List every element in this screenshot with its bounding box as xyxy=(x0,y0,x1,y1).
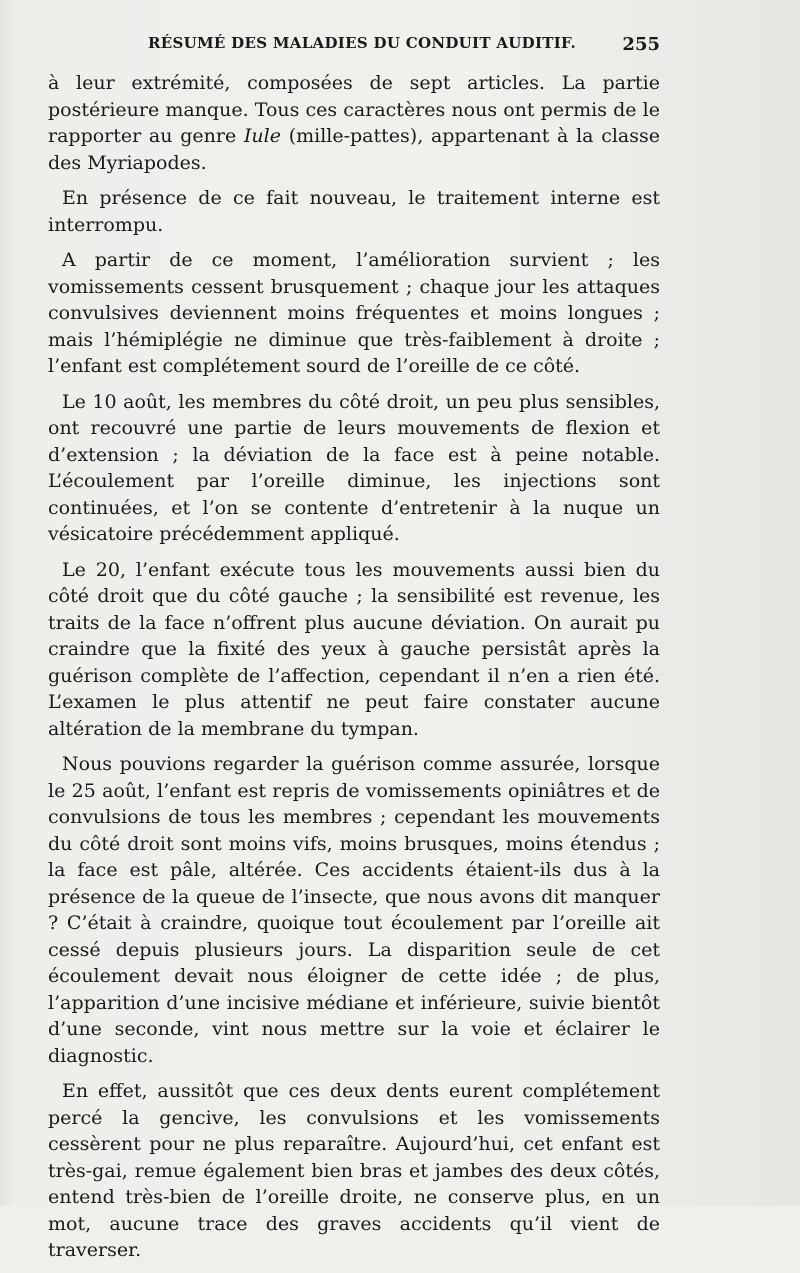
paragraph-2: En présence de ce fait nouveau, le traitement interne est interrompu. xyxy=(48,187,660,236)
paragraph-1 xyxy=(48,70,660,176)
paragraph-7: En effet, aussitôt que ces deux dents eurent complétement percé la gencive, les convulsions et les vomissements cessèrent pour ne plus reparaître. Aujourd’hui, cet enfant est très-gai, remue également bien bras et jambes des deux côtés, entend très-bien de l’oreille droite, ne conserve plus, en un mot, aucune trace des graves accidents qu’il vient de traverser. xyxy=(48,1080,660,1261)
paragraph-1-italic-genus: Iule xyxy=(243,125,281,147)
paragraph-6: Nous pouvions regarder la guérison comme assurée, lorsque le 25 août, l’enfant est repris de vomissements opiniâtres et de convulsions de tous les membres ; cependant les mouvements du côté droit sont moins vifs, moins brusques, moins étendus ; la face est pâle, altérée. Ces accidents étaient-ils dus à la présence de la queue de l’insecte, que nous avons dit manquer ? C’était à craindre, quoique tout écoulement par l’oreille ait cessé depuis plusieurs jours. La disparition seule de cet écoulement devait nous éloigner de cette idée ; de plus, l’apparition d’une incisive médiane et inférieure, suivie bientôt d’une seconde, vint nous mettre sur la voie et éclairer le diagnostic. xyxy=(48,753,660,1067)
page-number: 255 xyxy=(622,34,660,55)
paragraph-4: Le 10 août, les membres du côté droit, un peu plus sensibles, ont recouvré une partie de leurs mouvements de flexion et d’extension ; la déviation de la face est à peine notable. L’écoulement par l’oreille diminue, les injections sont continuées, et l’on se contente d’entretenir à la nuque un vésicatoire précédemment appliqué. xyxy=(48,390,660,545)
paragraph-3: A partir de ce moment, l’amélioration survient ; les vomissements cessent brusquement ; chaque jour les attaques convulsives deviennent moins fréquentes et moins longues ; mais l’hémiplégie ne diminue que très-faiblement à droite ; l’enfant est complétement sourd de l’oreille de ce côté. xyxy=(48,249,660,377)
paragraph-1-text-after: (mille-pattes), appartenant à la classe des Myriapodes. xyxy=(48,125,660,174)
running-title: RÉSUMÉ DES MALADIES DU CONDUIT AUDITIF. xyxy=(148,34,577,52)
body-text xyxy=(48,70,660,1273)
paragraph-1-text-before: à leur extrémité, composées de sept articles. La partie postérieure manque. Tous ces caractères nous ont permis de le rapporter au genre xyxy=(48,72,660,147)
page-header xyxy=(48,34,660,62)
paragraph-5: Le 20, l’enfant exécute tous les mouvements aussi bien du côté droit que du côté gauche ; la sensibilité est revenue, les traits de la face n’offrent plus aucune déviation. On aurait pu craindre que la fixité des yeux à gauche persistât après la guérison complète de l’affection, cependant il n’en a rien été. L’examen le plus attentif ne peut faire constater aucune altération de la membrane du tympan. xyxy=(48,558,660,740)
